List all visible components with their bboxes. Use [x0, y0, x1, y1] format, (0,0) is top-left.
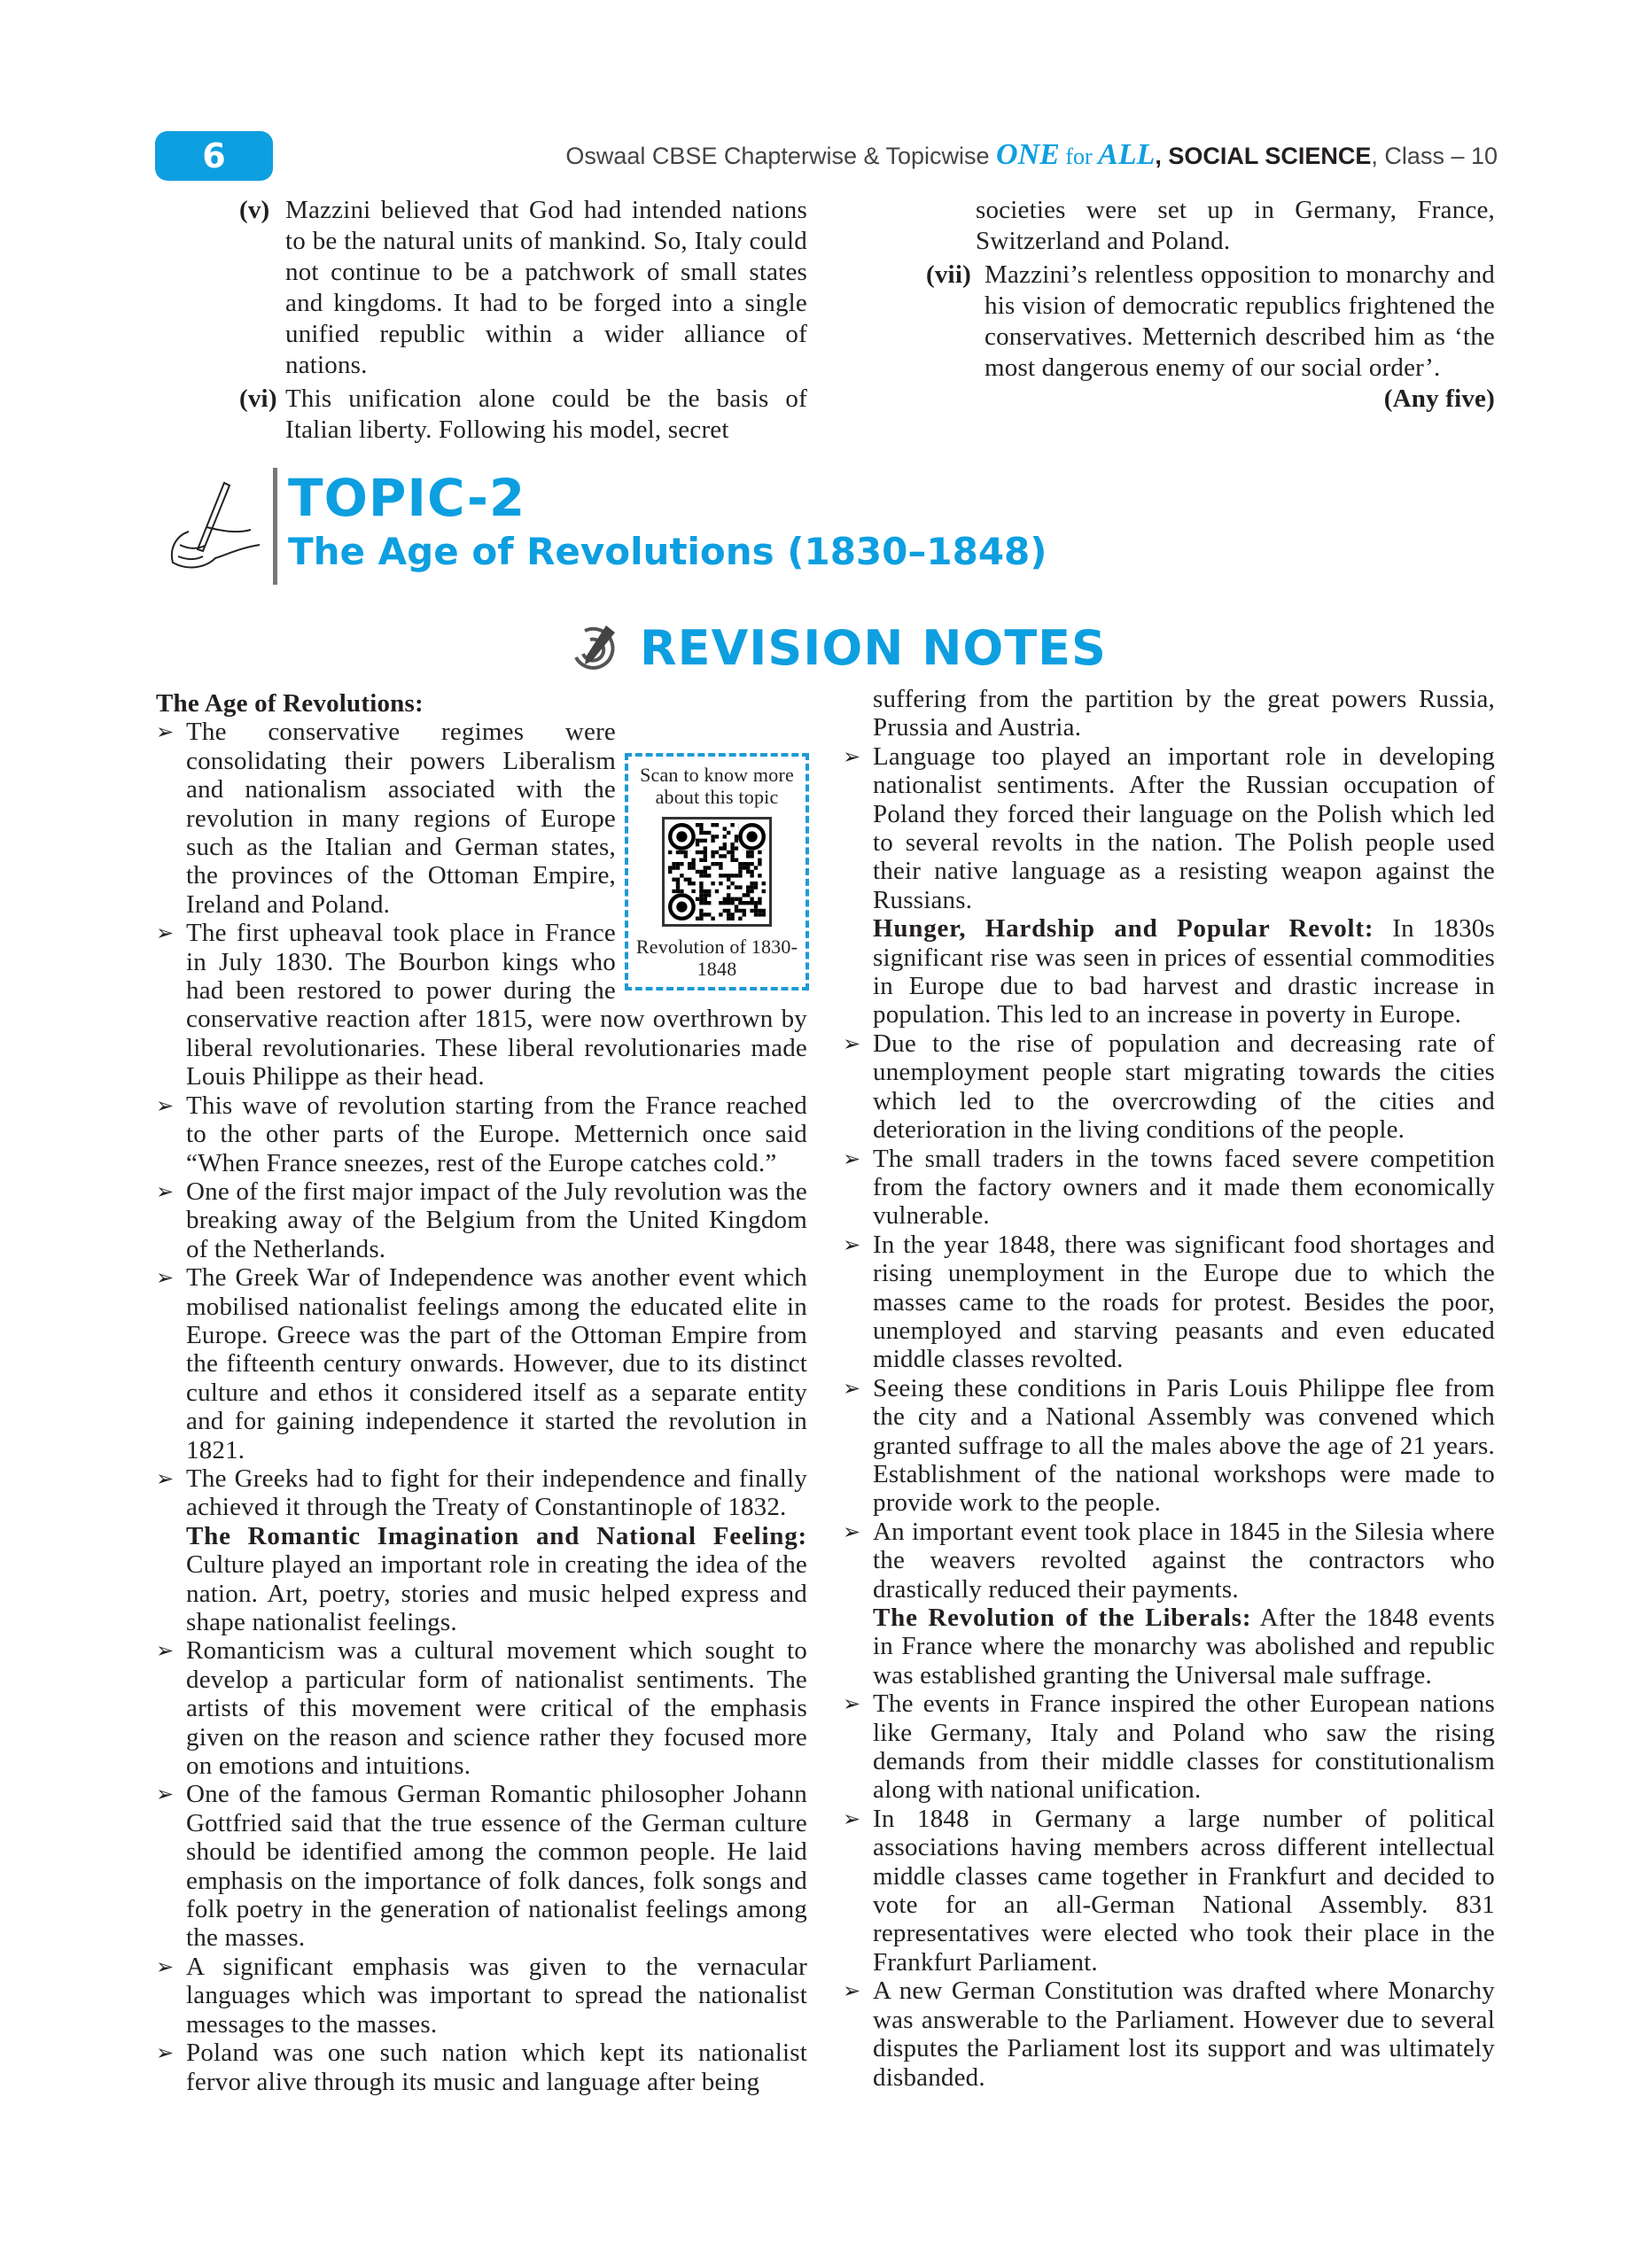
bullet-item: ➢ The conservative regimes were consolidating their powers Liberalism and nationalism associated with the revolution in many regions of Europe such as the Italian and German states, the provinces of the Ottoman Empire, Ireland and Poland. [156, 718, 807, 919]
brand-for: for [1059, 144, 1099, 169]
point-number: (vii) [926, 260, 971, 289]
subheading: The Age of Revolutions: [156, 689, 424, 718]
bullet-item: ➢ A significant emphasis was given to the vernacular languages which was important to spread the nationalist messages to the masses. [156, 1953, 807, 2039]
topic-label: TOPIC-2 [288, 468, 526, 528]
answer-point [239, 384, 807, 446]
bullet-item: ➢ Romanticism was a cultural movement which sought to develop a particular form of nationalist sentiments. The artists of this movement were critical of the emphasis given on the reason and science rather they focused more on emotions and intuitions. [156, 1636, 807, 1780]
topic-title: The Age of Revolutions (1830–1848) [288, 530, 1047, 573]
paragraph [843, 1604, 1495, 1689]
bullet-item: ➢ An important event took place in 1845 in the Silesia where the weavers revolted against the contractors who drastically reduced their payments. [843, 1518, 1495, 1604]
class-label: , Class – 10 [1371, 143, 1498, 169]
prev-answer-left [239, 195, 807, 448]
pencil-circle-icon [567, 622, 620, 675]
brand-one: ONE [996, 138, 1060, 171]
paragraph-lead: The Romantic Imagination and National Feeling: [186, 1521, 807, 1550]
bullet-item: ➢ A new German Constitution was drafted where Monarchy was answerable to the Parliament. However due to several disputes the Parliament lost its support and was ultimately disbanded. [843, 1977, 1495, 2092]
right-column [843, 685, 1495, 2092]
bullet-item: ➢ Poland was one such nation which kept its nationalist fervor alive through its music and language after being [156, 2039, 807, 2096]
point-number: (v) [239, 196, 270, 224]
paragraph [156, 1522, 807, 1637]
bullet-item: ➢ Due to the rise of population and decreasing rate of unemployment people start migrating towards the cities which led to the overcrowding of the cities and deterioration in the living conditions of the people. [843, 1029, 1495, 1145]
bullet-item: ➢ In the year 1848, there was significant food shortages and rising unemployment in the Europe due to which the masses came to the roads for protest. Besides the poor, unemployed and starving peasants and even educated middle classes revolted. [843, 1231, 1495, 1374]
bullet-item: ➢ Language too played an important role in developing nationalist sentiments. After the Russian occupation of Poland they forced their language on the Polish which led to several revolts in the nation. The Polish people used their native language as a resisting weapon against the Russians. [843, 742, 1495, 914]
bullet-item: ➢ The small traders in the towns faced severe competition from the factory owners and it made them economically vulnerable. [843, 1145, 1495, 1231]
page-number-badge: 6 [155, 131, 273, 181]
topic-divider [273, 468, 277, 585]
paragraph [843, 914, 1495, 1029]
paragraph-lead: Hunger, Hardship and Popular Revolt: [873, 914, 1374, 944]
paragraph-text: Culture played an important role in creating the idea of the nation. Art, poetry, stories and music helped express and shape nationalist feelings. [186, 1550, 807, 1636]
point-text: Mazzini believed that God had intended nations to be the natural units of mankind. So, Italy could not continue to be a patchwork of small states and kingdoms. It had to be forged into a single unified republic within a wider alliance of nations. [285, 196, 807, 379]
brand-all: ALL [1098, 138, 1156, 171]
bullet-item: ➢ The events in France inspired the other European nations like Germany, Italy and Poland who saw the rising demands from their middle classes for constitutionalism along with national unification. [843, 1689, 1495, 1805]
point-text: Mazzini’s relentless opposition to monarchy and his vision of democratic republics frightened the conservatives. Metternich described him as ‘the most dangerous enemy of our social order’. [985, 260, 1495, 382]
marks-note: (Any five) [1383, 384, 1495, 413]
bullet-item: ➢ In 1848 in Germany a large number of political associations having members across different intellectual middle classes came together in Frankfurt and decided to vote for an all-German National Assembly. 831 representatives were elected who took their place in the Frankfurt Parliament. [843, 1805, 1495, 1977]
subject: , SOCIAL SCIENCE [1155, 143, 1372, 169]
point-number: (vi) [239, 384, 277, 413]
prev-answer-right [926, 195, 1495, 415]
bullet-item: ➢ The Greeks had to fight for their independence and finally achieved it through the Treaty of Constantinople of 1832. [156, 1464, 807, 1522]
section-title: REVISION NOTES [640, 620, 1107, 676]
paragraph: suffering from the partition by the great powers Russia, Prussia and Austria. [873, 685, 1495, 742]
running-header [565, 138, 1498, 172]
bullet-item: ➢ Seeing these conditions in Paris Louis Philippe flee from the city and a National Assembly was convened which granted suffrage to all the males above the age of 21 years. Establishment of the national workshops were made to provide work to the people. [843, 1374, 1495, 1518]
point-continued: societies were set up in Germany, France, Switzerland and Poland. [976, 196, 1495, 255]
paragraph-text: After the 1848 events in France where the monarchy was abolished and republic was established granting the Universal male suffrage. [873, 1604, 1495, 1689]
bullet-item: ➢ The first upheaval took place in France in July 1830. The Bourbon kings who had been restored to power during the conservative reaction after 1815, were now overthrown by liberal revolutionaries. These liberal revolutionaries made Louis Philippe as their head. [156, 919, 807, 1091]
paragraph-text: In 1830s significant rise was seen in prices of essential commodities in Europe due to bad harvest and drastic increase in population. This led to an increase in poverty in Europe. [873, 914, 1495, 1029]
qr-caption-top: Scan to know more about this topic [640, 764, 794, 809]
answer-point [239, 195, 807, 381]
bullet-item: ➢ The Greek War of Independence was another event which mobilised nationalist feelings among the educated elite in Europe. Greece was the part of the Ottoman Empire from the fifteenth century onwards. However, due to its distinct culture and ethos it considered itself as a separate entity and for gaining independence it started the revolution in 1821. [156, 1263, 807, 1464]
point-text: This unification alone could be the basis of Italian liberty. Following his model, secret [285, 384, 807, 444]
bullet-item: ➢ One of the famous German Romantic philosopher Johann Gottfried said that the true essence of the German culture should be identified among the common people. He laid emphasis on the importance of folk dances, folk songs and folk poetry in the generation of nationalist feelings among the masses. [156, 1780, 807, 1952]
answer-point [926, 260, 1495, 413]
qr-caption-bottom: Revolution of 1830-1848 [635, 936, 798, 981]
bullet-item: ➢ One of the first major impact of the July revolution was the breaking away of the Belgium from the United Kingdom of the Netherlands. [156, 1177, 807, 1263]
bullet-item: ➢ This wave of revolution starting from the France reached to the other parts of the Europe. Metternich once said “When France sneezes, rest of the Europe catches cold.” [156, 1091, 807, 1177]
book-title: Oswaal CBSE Chapterwise & Topicwise [565, 143, 997, 169]
revision-notes-heading [567, 620, 1107, 676]
paragraph-lead: The Revolution of the Liberals: [873, 1604, 1252, 1632]
writing-hand-icon [162, 478, 265, 576]
left-column [156, 689, 807, 2096]
